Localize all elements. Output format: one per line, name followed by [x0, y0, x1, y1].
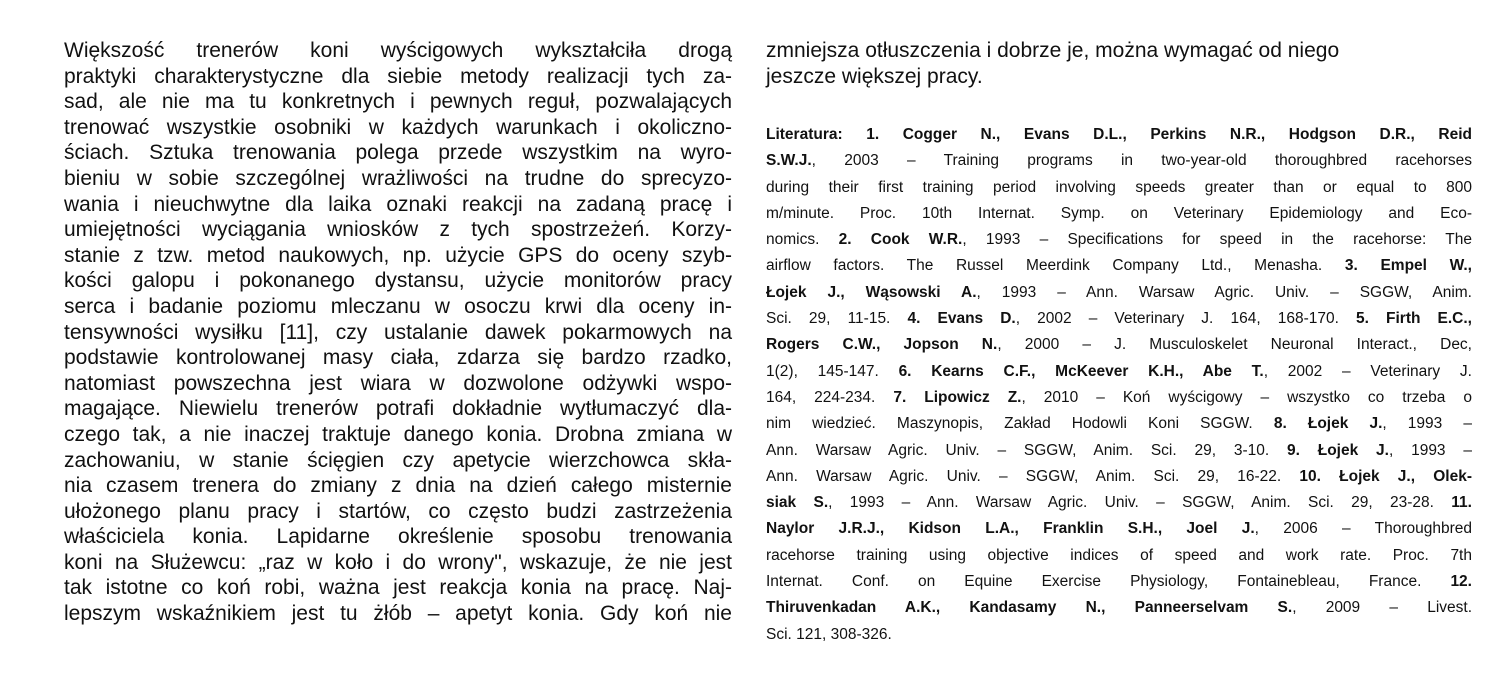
reference-text: , 2006 – Thoroughbred	[1254, 520, 1472, 538]
text-line: lepszym wskaźnikiem jest tu żłób – apetyt konia. Gdy koń nie	[64, 602, 732, 626]
text-line: stanie z tzw. metod naukowych, np. użycie GPS do oceny szyb-	[64, 243, 732, 267]
reference-author: Thiruvenkadan A.K., Kandasamy N., Panneerselvam S.	[766, 599, 1293, 617]
text-line: serca i badanie poziomu mleczanu w osoczu krwi dla oceny in-	[64, 294, 732, 318]
text-line: magające. Niewielu trenerów potrafi dokładnie wytłumaczyć dla-	[64, 397, 732, 421]
reference-line	[766, 438, 1472, 464]
text-line: kości galopu i pokonanego dystansu, użycie monitorów pracy	[64, 269, 732, 293]
text-line: nia czasem trenera do zmiany z dnia na dzień całego misternie	[64, 474, 732, 498]
reference-text: Ann. Warsaw Agric. Univ. – SGGW, Anim. Sci. 29, 3-10.	[766, 441, 1287, 459]
text-line: tensywności wysiłku [11], czy ustalanie dawek pokarmowych na	[64, 320, 732, 344]
reference-line	[766, 306, 1472, 332]
reference-text: airflow factors. The Russel Meerdink Company Ltd., Menasha.	[766, 257, 1345, 275]
references-list	[766, 122, 1472, 648]
reference-text: , 1993 – Specifications for speed in the racehorse: The	[962, 231, 1473, 249]
reference-text: during their first training period involving speeds greater than or equal to 800	[766, 178, 1472, 196]
reference-line	[766, 122, 1472, 148]
reference-line	[766, 516, 1472, 542]
reference-line	[766, 622, 1472, 648]
reference-line	[766, 253, 1472, 279]
reference-text: , 1993 –	[1388, 441, 1472, 459]
reference-text: , 2002 – Veterinary J. 164, 168-170.	[1015, 310, 1356, 328]
reference-line	[766, 201, 1472, 227]
body-text-right-column	[766, 38, 1472, 89]
reference-text: , 2009 – Livest.	[1292, 599, 1472, 617]
reference-text: Internat. Conf. on Equine Exercise Physiology, Fontainebleau, France.	[766, 573, 1451, 591]
reference-line	[766, 385, 1472, 411]
reference-text: 164, 224-234.	[766, 388, 894, 406]
reference-text: 1(2), 145-147.	[766, 362, 899, 380]
reference-text: , 2003 – Training programs in two-year-old thoroughbred racehorses	[811, 152, 1472, 170]
reference-line	[766, 227, 1472, 253]
reference-line	[766, 490, 1472, 516]
reference-line	[766, 543, 1472, 569]
reference-author: Naylor J.R.J., Kidson L.A., Franklin S.H., Joel J.	[766, 520, 1255, 538]
reference-author: S.W.J.	[766, 152, 812, 170]
text-line: właściciela konia. Lapidarne określenie sposobu trenowania	[64, 525, 732, 549]
text-line: ułożonego planu pracy i startów, co często budzi zastrzeżenia	[64, 499, 732, 523]
reference-line	[766, 332, 1472, 358]
reference-author: 8. Łojek J.	[1273, 415, 1383, 433]
reference-text: , 1993 –	[1382, 415, 1472, 433]
reference-line	[766, 569, 1472, 595]
reference-author: siak S.	[766, 494, 829, 512]
text-line: Większość trenerów koni wyścigowych wykształciła drogą	[64, 39, 732, 62]
text-line: umiejętności wyciągania wniosków z tych spostrzeżeń. Korzy-	[64, 218, 732, 242]
reference-text: nim wiedzieć. Maszynopis, Zakład Hodowli Koni SGGW.	[766, 415, 1274, 433]
text-line: koni na Służewcu: „raz w koło i do wrony", wskazuje, że nie jest	[64, 550, 732, 574]
reference-text: , 1993 – Ann. Warsaw Agric. Univ. – SGGW, Anim.	[976, 283, 1472, 301]
reference-author: 10. Łojek J., Olek-	[1299, 467, 1472, 485]
text-line: wania i nieuchwytne dla laika oznaki reakcji na zadaną pracę i	[64, 192, 732, 216]
text-line: sad, ale nie ma tu konkretnych i pewnych reguł, pozwalających	[64, 90, 732, 114]
reference-line	[766, 175, 1472, 201]
reference-author: 2. Cook W.R.	[838, 231, 963, 249]
text-line: natomiast powszechna jest wiara w dozwolone odżywki wspo-	[64, 371, 732, 395]
reference-line	[766, 280, 1472, 306]
reference-author: Rogers C.W., Jopson N.	[766, 336, 998, 354]
text-line: czego tak, a nie inaczej traktuje danego konia. Drobna zmiana w	[64, 422, 732, 446]
reference-author: 5. Firth E.C.,	[1356, 310, 1472, 328]
reference-text: , 2010 – Koń wyścigowy – wszystko co trzeba o	[1021, 388, 1472, 406]
text-line: zmniejsza otłuszczenia i dobrze je, można wymagać od niego	[766, 39, 1340, 62]
text-line: praktyki charakterystyczne dla siebie metody realizacji tych za-	[64, 64, 732, 88]
reference-text: Sci. 121, 308-326.	[766, 625, 892, 643]
reference-author: 11.	[1451, 494, 1472, 512]
reference-author: Literatura: 1. Cogger N., Evans D.L., Perkins N.R., Hodgson D.R., Reid	[766, 126, 1472, 143]
reference-text: Sci. 29, 11-15.	[766, 310, 908, 328]
reference-line	[766, 595, 1472, 621]
reference-line	[766, 411, 1472, 437]
reference-text: , 2000 – J. Musculoskelet Neuronal Interact., Dec,	[997, 336, 1472, 354]
body-text-left-column	[64, 38, 732, 627]
reference-text: , 1993 – Ann. Warsaw Agric. Univ. – SGGW, Anim. Sci. 29, 23-28.	[828, 494, 1452, 512]
text-line: tak istotne co koń robi, ważna jest reakcja konia na pracę. Naj-	[64, 576, 732, 600]
reference-author: 4. Evans D.	[907, 310, 1016, 328]
reference-author: 3. Empel W.,	[1344, 257, 1472, 275]
reference-author: 7. Lipowicz Z.	[893, 388, 1022, 406]
text-line: podstawie kontrolowanej masy ciała, zdarza się bardzo rzadko,	[64, 346, 732, 370]
reference-text: racehorse training using objective indices of speed and work rate. Proc. 7th	[766, 546, 1472, 564]
reference-author: 9. Łojek J.	[1286, 441, 1389, 459]
reference-line	[766, 148, 1472, 174]
reference-author: 6. Kearns C.F., McKeever K.H., Abe T.	[898, 362, 1264, 380]
text-line: ściach. Sztuka trenowania polega przede wszystkim na wyro-	[64, 141, 732, 165]
text-line: jeszcze większej pracy.	[766, 64, 983, 88]
reference-author: 12.	[1450, 573, 1472, 591]
reference-text: m/minute. Proc. 10th Internat. Symp. on Veterinary Epidemiology and Eco-	[766, 204, 1472, 222]
reference-text: nomics.	[766, 231, 839, 249]
reference-line	[766, 359, 1472, 385]
reference-line	[766, 464, 1472, 490]
reference-text: Ann. Warsaw Agric. Univ. – SGGW, Anim. Sci. 29, 16-22.	[766, 467, 1300, 485]
text-line: zachowaniu, w stanie ścięgien czy apetycie wierzchowca skła-	[64, 448, 732, 472]
reference-text: , 2002 – Veterinary J.	[1263, 362, 1472, 380]
text-line: trenować wszystkie osobniki w każdych warunkach i okoliczno-	[64, 115, 732, 139]
reference-author: Łojek J., Wąsowski A.	[766, 283, 977, 301]
text-line: bieniu w sobie szczególnej wrażliwości na trudne do sprecyzo-	[64, 166, 732, 190]
